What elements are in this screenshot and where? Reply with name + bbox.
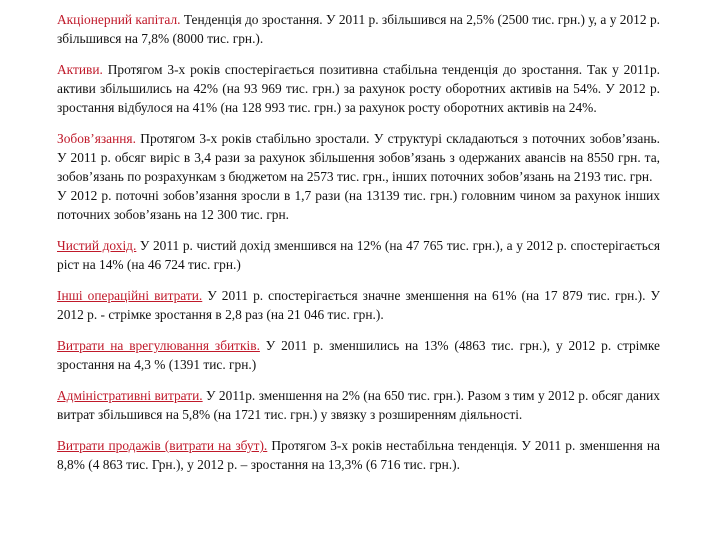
heading-administrative-expenses: Адміністративні витрати. <box>57 388 203 403</box>
text-share-capital: Тенденція до зростання. У 2011 р. збільшився на 2,5% (2500 тис. грн.) у, а у 2012 р. збільшився на 7,8% (8000 тис. грн.). <box>57 12 660 46</box>
section-net-income <box>57 236 660 274</box>
section-other-operating-expenses <box>57 286 660 324</box>
section-administrative-expenses <box>57 386 660 424</box>
text-loss-settlement-expenses: У 2011 р. зменшились на 13% (4863 тис. грн.), у 2012 р. стрімке зростання на 4,3 % (1391 тис. грн.) <box>57 338 660 372</box>
text-liabilities-2012: У 2012 р. поточні зобов’язання зросли в 1,7 рази (на 13139 тис. грн.) головним чином за рахунок інших поточних зобов’язань на 12 300 тис. грн. <box>57 188 660 222</box>
heading-liabilities: Зобов’язання. <box>57 131 136 146</box>
text-liabilities: Протягом 3-х років стабільно зростали. У структурі складаються з поточних зобов’язань. У 2011 р. обсяг виріс в 3,4 рази за рахунок збільшення зобов’язань з одержаних авансів на 8550 грн. та, зобов’язань по розрахункам з бюджетом на 2573 тис. грн., інших поточних зобов’язань на 2193 тис. грн. <box>57 131 660 184</box>
text-assets: Протягом 3-х років спостерігається позитивна стабільна тенденція до зростання. Так у 2011р. активи збільшились на 42% (на 93 969 тис. грн.) за рахунок росту оборотних активів на 54%. У 2012 р. зростання відбулося на 41% (на 128 993 тис. грн.) за рахунок росту оборотних активів на 24%. <box>57 62 660 115</box>
document-page <box>57 10 660 486</box>
heading-share-capital: Акціонерний капітал. <box>57 12 181 27</box>
section-share-capital <box>57 10 660 48</box>
heading-other-operating-expenses: Інші операційні витрати. <box>57 288 203 303</box>
heading-net-income: Чистий дохід. <box>57 238 137 253</box>
text-administrative-expenses: У 2011р. зменшення на 2% (на 650 тис. грн.). Разом з тим у 2012 р. обсяг даних витрат збільшився на 5,8% (на 1721 тис. грн.) у звязку з розширенням діяльності. <box>57 388 660 422</box>
section-selling-expenses <box>57 436 660 474</box>
heading-selling-expenses: Витрати продажів (витрати на збут). <box>57 438 268 453</box>
section-loss-settlement-expenses <box>57 336 660 374</box>
section-assets <box>57 60 660 117</box>
text-net-income: У 2011 р. чистий дохід зменшився на 12% (на 47 765 тис. грн.), а у 2012 р. спостерігається ріст на 14% (на 46 724 тис. грн.) <box>57 238 660 272</box>
text-selling-expenses: Протягом 3-х років нестабільна тенденція. У 2011 р. зменшення на 8,8% (4 863 тис. Грн.), у 2012 р. – зростання на 13,3% (6 716 тис. грн.). <box>57 438 660 472</box>
heading-loss-settlement-expenses: Витрати на врегулювання збитків. <box>57 338 260 353</box>
text-other-operating-expenses: У 2011 р. спостерігається значне зменшення на 61% (на 17 879 тис. грн.). У 2012 р. - стрімке зростання в 2,8 раз (на 21 046 тис. грн.). <box>57 288 660 322</box>
section-liabilities <box>57 129 660 186</box>
heading-assets: Активи. <box>57 62 103 77</box>
section-liabilities-2012 <box>57 186 660 224</box>
